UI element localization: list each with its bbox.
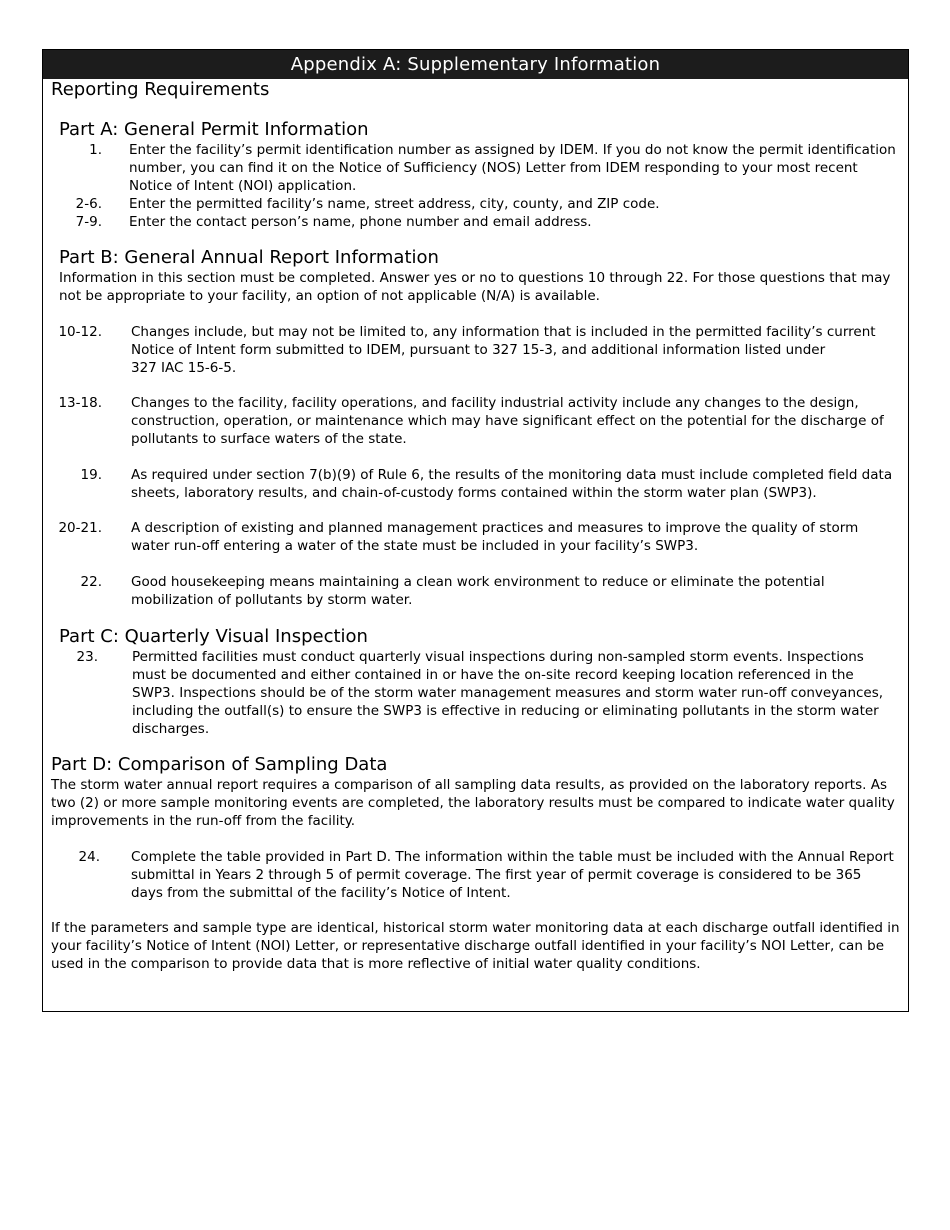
- item-text-line: Enter the facility’s permit identification number as assigned by IDEM. If you do not know the permit identification: [129, 142, 896, 158]
- item-text-line: construction, operation, or maintenance which may have significant effect on the potential for the discharge of: [131, 413, 884, 429]
- item-text-line: Notice of Intent form submitted to IDEM, pursuant to 327 15-3, and additional information listed under: [131, 342, 826, 358]
- item-text-line: A description of existing and planned management practices and measures to improve the quality of storm: [131, 520, 859, 536]
- item-number: 23.: [76, 649, 98, 665]
- item-text-line: number, you can find it on the Notice of Sufficiency (NOS) Letter from IDEM responding to your most recent: [129, 160, 858, 176]
- item-number: 22.: [80, 574, 102, 590]
- part-d-intro-line: improvements in the run-off from the facility.: [51, 813, 356, 829]
- item-text-line: including the outfall(s) to ensure the SWP3 is effective in reducing or eliminating pollutants in the storm water: [132, 703, 879, 719]
- item-number: 7-9.: [75, 214, 102, 230]
- item-text-line: Enter the permitted facility’s name, street address, city, county, and ZIP code.: [129, 196, 660, 212]
- item-text-line: As required under section 7(b)(9) of Rule 6, the results of the monitoring data must include completed field data: [131, 467, 893, 483]
- part-b-intro-line: not be appropriate to your facility, an option of not applicable (N/A) is available.: [59, 288, 600, 304]
- item-text-line: mobilization of pollutants by storm water.: [131, 592, 413, 608]
- part-d-closing-line: your facility’s Notice of Intent (NOI) Letter, or representative discharge outfall identified in your facility’s NOI Letter, can be: [51, 938, 885, 954]
- item-text-line: SWP3. Inspections should be of the storm water management measures and storm water run-off conveyances,: [132, 685, 884, 701]
- part-d-intro-line: two (2) or more sample monitoring events are completed, the laboratory results must be compared to indicate water quality: [51, 795, 895, 811]
- item-text-line: water run-off entering a water of the state must be included in your facility’s SWP3.: [131, 538, 699, 554]
- item-text-line: 327 IAC 15-6-5.: [131, 360, 237, 376]
- item-text-line: Changes include, but may not be limited to, any information that is included in the permitted facility’s current: [131, 324, 876, 340]
- item-number: 20-21.: [58, 520, 102, 536]
- item-text-line: discharges.: [132, 721, 210, 737]
- item-text-line: sheets, laboratory results, and chain-of-custody forms contained within the storm water plan (SWP3).: [131, 485, 817, 501]
- item-text-line: Notice of Intent (NOI) application.: [129, 178, 357, 194]
- reporting-requirements-title: Reporting Requirements: [51, 79, 270, 100]
- item-text-line: Complete the table provided in Part D. The information within the table must be included with the Annual Report: [131, 849, 894, 865]
- part-d-closing-line: If the parameters and sample type are identical, historical storm water monitoring data at each discharge outfall identified in: [51, 920, 900, 936]
- part-b-intro-line: Information in this section must be completed. Answer yes or no to questions 10 through 22. For those questions that may: [59, 270, 891, 286]
- item-text-line: Good housekeeping means maintaining a clean work environment to reduce or eliminate the potential: [131, 574, 825, 590]
- item-number: 10-12.: [58, 324, 102, 340]
- item-text-line: Enter the contact person’s name, phone number and email address.: [129, 214, 592, 230]
- item-number: 2-6.: [75, 196, 102, 212]
- item-text-line: Changes to the facility, facility operations, and facility industrial activity include any changes to the design,: [131, 395, 859, 411]
- part-d-heading: Part D: Comparison of Sampling Data: [51, 754, 388, 775]
- item-number: 1.: [89, 142, 102, 158]
- item-number: 24.: [78, 849, 100, 865]
- item-text-line: Permitted facilities must conduct quarterly visual inspections during non-sampled storm events. Inspections: [132, 649, 864, 665]
- item-text-line: days from the submittal of the facility’s Notice of Intent.: [131, 885, 511, 901]
- part-d-intro-line: The storm water annual report requires a comparison of all sampling data results, as provided on the laboratory reports. As: [51, 777, 887, 793]
- part-d-closing-line: used in the comparison to provide data that is more reflective of initial water quality conditions.: [51, 956, 701, 972]
- item-number: 19.: [80, 467, 102, 483]
- item-text-line: submittal in Years 2 through 5 of permit coverage. The first year of permit coverage is considered to be 365: [131, 867, 862, 883]
- part-c-heading: Part C: Quarterly Visual Inspection: [59, 626, 368, 647]
- item-text-line: must be documented and either contained in or have the on-site record keeping location referenced in the: [132, 667, 854, 683]
- item-number: 13-18.: [58, 395, 102, 411]
- item-text-line: pollutants to surface waters of the state.: [131, 431, 407, 447]
- appendix-header: Appendix A: Supplementary Information: [43, 50, 908, 79]
- part-a-heading: Part A: General Permit Information: [59, 119, 369, 140]
- part-b-heading: Part B: General Annual Report Information: [59, 247, 439, 268]
